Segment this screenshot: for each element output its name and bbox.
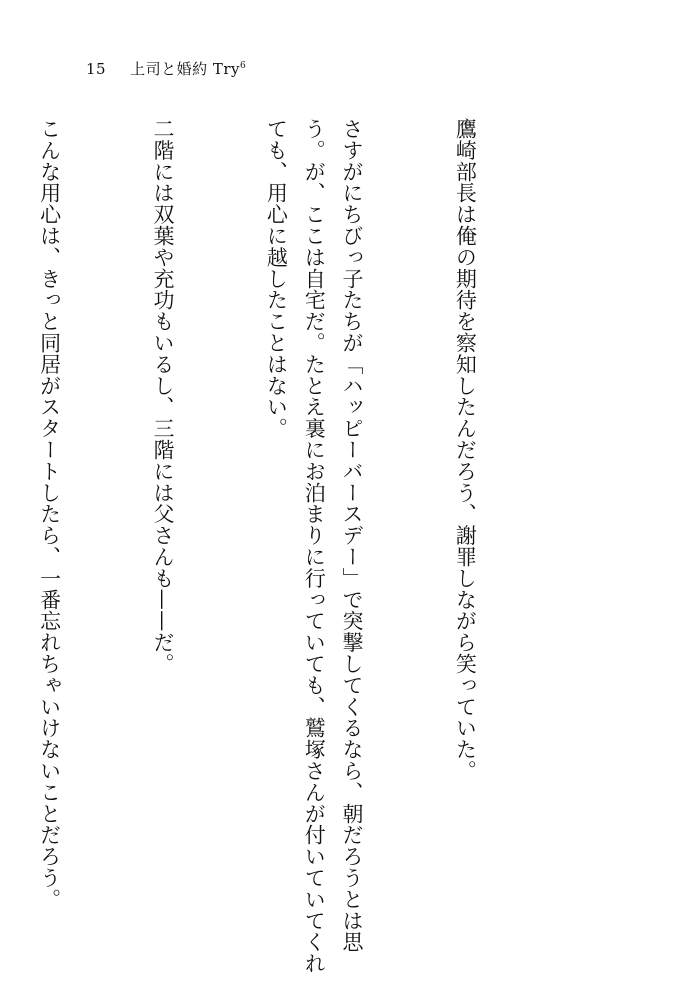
running-title-superscript: 6 bbox=[240, 61, 247, 71]
running-title bbox=[130, 58, 246, 79]
paragraph: さすがにちびっ子たちが「ハッピーバースデー」で突撃してくるなら、朝だろうとは思う。が、ここは自宅だ。たとえ裏にお泊まりに行っていても、鷲塚さんが付いていてくれても、用心に越したことはない。 bbox=[264, 118, 365, 974]
paragraph: こんな用心は、きっと同居がスタートしたら、一番忘れちゃいけないことだろう。 bbox=[37, 118, 62, 910]
paragraph: 鷹崎部長は俺の期待を察知したんだろう、謝罪しながら笑っていた。 bbox=[453, 118, 478, 782]
running-title-text: 上司と婚約 Try bbox=[130, 60, 241, 78]
paragraph: 二階には双葉や充功もいるし、三階には父さんも——だ。 bbox=[151, 118, 176, 675]
page-number: 15 bbox=[86, 60, 107, 78]
vertical-body-text bbox=[37, 118, 559, 988]
page-header bbox=[86, 58, 246, 82]
